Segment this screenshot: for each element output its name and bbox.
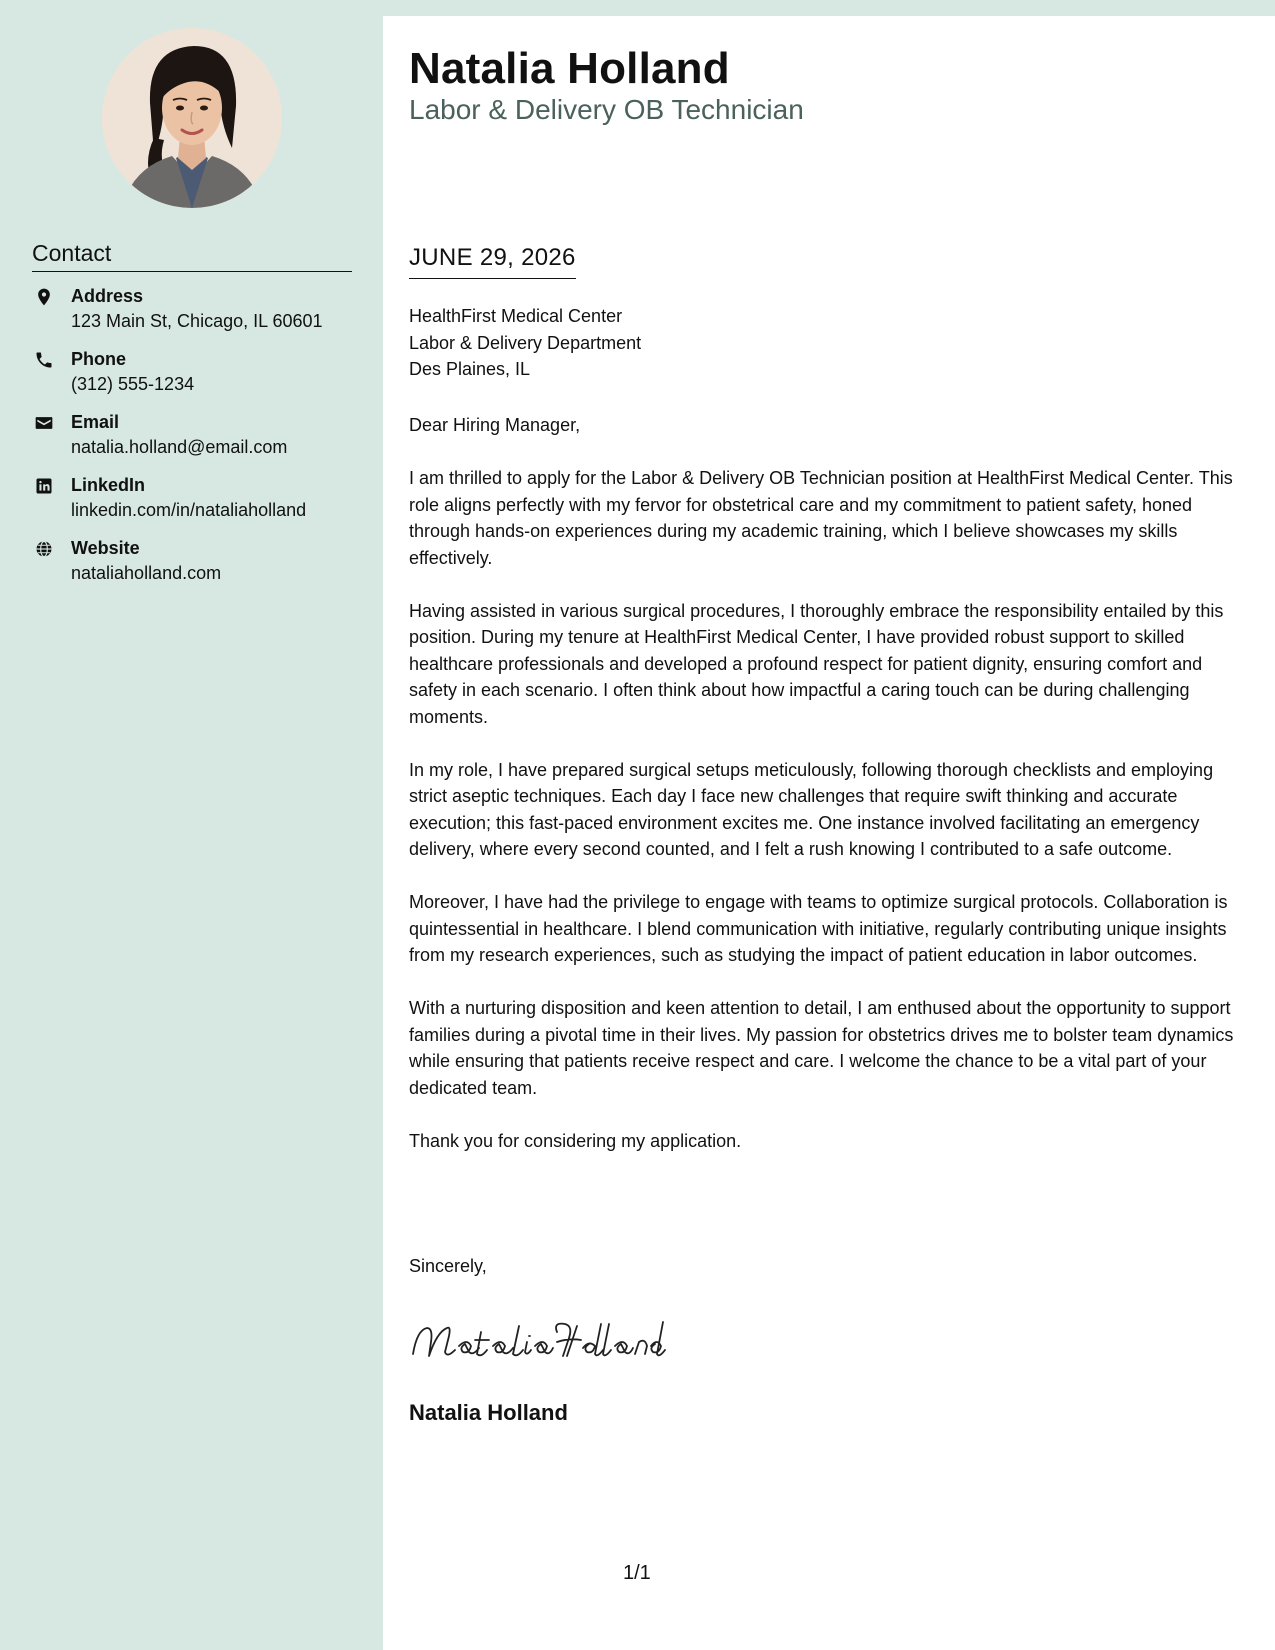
- envelope-icon: [34, 413, 54, 433]
- globe-icon: [34, 539, 54, 559]
- body-paragraph: Having assisted in various surgical procedures, I thoroughly embrace the responsibility entailed by this position. During my tenure at HealthFirst Medical Center, I have provided robust support to skilled healthcare professionals and developed a profound respect for patient dignity, ensuring comfort and safety in each scenario. I often think about how impactful a caring touch can be during challenging moments.: [409, 600, 1224, 727]
- contact-item-linkedin: [32, 473, 372, 536]
- closing: Sincerely,: [409, 1256, 487, 1276]
- profile-photo: [102, 28, 282, 208]
- contact-value-email: natalia.holland@email.com: [71, 437, 288, 457]
- letter-main: [383, 16, 1275, 1650]
- contact-item-website: [32, 536, 372, 599]
- phone-icon: [34, 350, 54, 370]
- portrait-photo: [102, 28, 282, 208]
- body-paragraph: I am thrilled to apply for the Labor & Delivery OB Technician position at HealthFirst Medical Center. This role aligns perfectly with my fervor for obstetrical care and my commitment to patient safety, honed through hands-on experiences during my academic training, which I believe showcases my skills effectively.: [409, 468, 1233, 568]
- contact-value-website: nataliaholland.com: [71, 563, 222, 583]
- recipient-block: [409, 303, 641, 383]
- linkedin-icon: [34, 476, 54, 496]
- sidebar: [0, 0, 383, 1650]
- contact-value-address: 123 Main St, Chicago, IL 60601: [71, 311, 323, 331]
- signer-name: Natalia Holland: [409, 1400, 568, 1425]
- map-pin-icon: [34, 287, 54, 307]
- body-paragraph: Moreover, I have had the privilege to engage with teams to optimize surgical protocols. Collaboration is quintessential in healthcare. I blend communication with initiative, regularly contributing unique insights from my research experiences, such as studying the impact of patient education in labor outcomes.: [409, 892, 1228, 965]
- contact-label-email: Email: [71, 412, 120, 432]
- contact-item-email: [32, 410, 372, 473]
- contact-value-phone: (312) 555-1234: [71, 374, 195, 394]
- applicant-name: Natalia Holland: [409, 44, 730, 93]
- contact-label-linkedin: LinkedIn: [71, 475, 146, 495]
- body-paragraph: Thank you for considering my application.: [409, 1130, 742, 1151]
- applicant-title: Labor & Delivery OB Technician: [409, 94, 804, 125]
- recipient-line: Des Plaines, IL: [409, 359, 531, 379]
- contact-label-phone: Phone: [71, 349, 127, 369]
- contact-item-phone: [32, 347, 372, 410]
- contact-item-address: [32, 284, 372, 347]
- contact-value-linkedin: linkedin.com/in/nataliaholland: [71, 500, 307, 520]
- contact-list: [32, 284, 372, 599]
- greeting: Dear Hiring Manager,: [409, 415, 581, 435]
- letter-date: JUNE 29, 2026: [409, 244, 576, 279]
- letter-body: [409, 412, 1251, 1181]
- handwritten-signature: [407, 1312, 669, 1373]
- page-number: 1/1: [623, 1562, 651, 1584]
- contact-label-address: Address: [71, 286, 144, 306]
- contact-label-website: Website: [71, 538, 140, 558]
- contact-heading: Contact: [32, 240, 352, 272]
- recipient-line: Labor & Delivery Department: [409, 332, 642, 353]
- body-paragraph: With a nurturing disposition and keen attention to detail, I am enthused about the opportunity to support families during a pivotal time in their lives. My passion for obstetrics drives me to bolster team dynamics while ensuring that patients receive respect and care. I welcome the chance to be a vital part of your dedicated team.: [409, 998, 1234, 1098]
- body-paragraph: In my role, I have prepared surgical setups meticulously, following thorough checklists and employing strict aseptic techniques. Each day I face new challenges that require swift thinking and accurate execution; this fast-paced environment excites me. One instance involved facilitating an emergency delivery, where every second counted, and I felt a rush knowing I contributed to a safe outcome.: [409, 759, 1214, 859]
- recipient-line: HealthFirst Medical Center: [409, 306, 623, 326]
